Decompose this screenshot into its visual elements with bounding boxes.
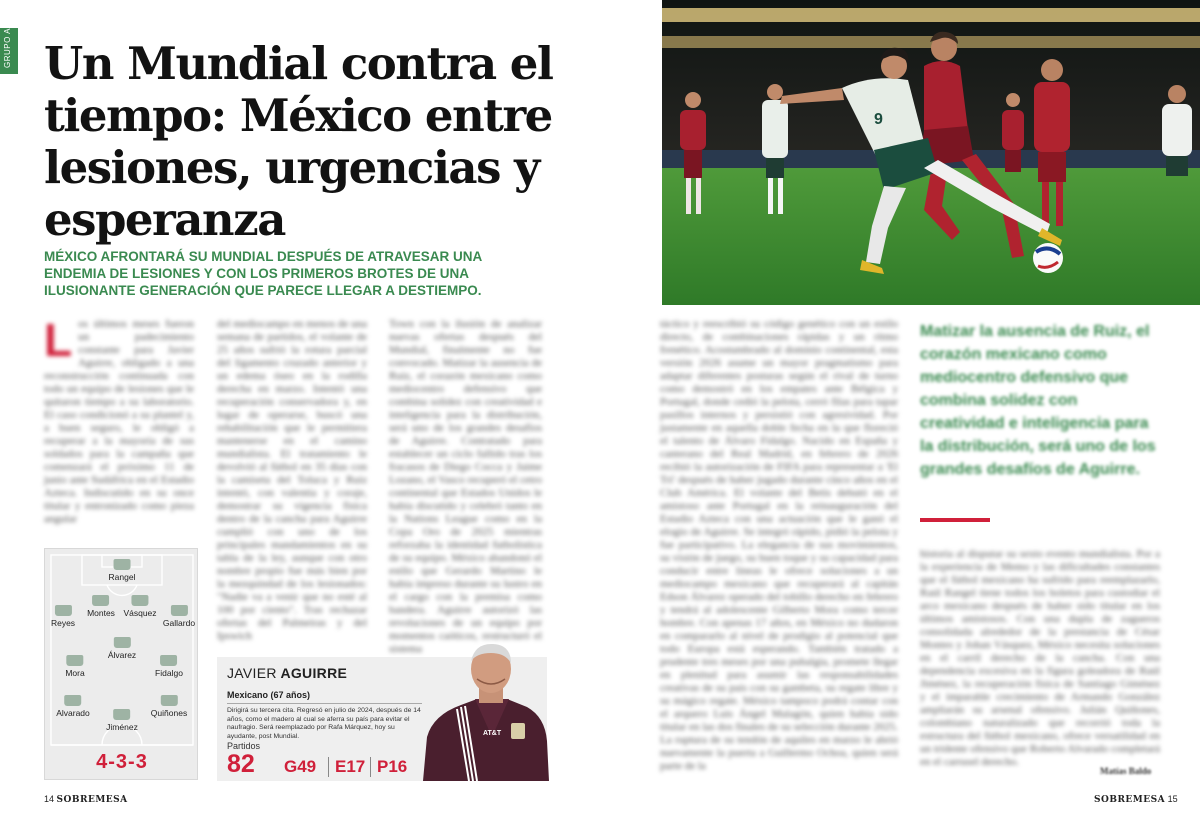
player-name: Reyes <box>50 618 76 628</box>
coach-first-name: JAVIER <box>227 665 277 681</box>
body-text: historia al disputar su sexto evento mundialista. Por a la experiencia de Memo y las dificultades constantes que el fútbol mexicano ha sufrido para reemplazarlo, Raúl Rangel tiene todos los boletos para custodiar el arco mexicano después de haber sido titular en los últimos amistosos. Con una dupla de zagueros consolidada alrededor de la prestancia de César Montes y Johan Vásquez, México necesita soluciones en el carril derecho de la cancha. Con una dependencia excesiva en la figura goleadora de Raúl Jiménez, la recuperación física de Santiago Giménez y el imparable crecimiento de Armando González ampliarán su arsenal ofensivo. Julián Quiñones, colombiano naturalizado que recorrió toda la estructura del fútbol mexicano, ofrece versatilidad en un tridente ofensivo que Roberto Alvarado completará en el carrusel derecho. <box>920 548 1160 768</box>
body-text: del mediocampo en menos de una semana de partidos, el volante de 25 años sufrió la rotura parcial del ligamento cruzado anterior y un edema óseo en la rodilla derecha en marzo. Intentó una recuperación conservadora y, en lugar de operarse, buscó una rehabilitación que le permitiera mantenerse en el camino mundialista. El tratamiento le devolvió al fútbol en 35 días con la camiseta del Toluca y Ruiz intentó, con valentía y coraje, demostrar su vigencia física dentro de la cancha para Aguirre cumplió con uno de los principales mandamientos en su tabla de la ley, aunque con otro nombre propio fue más bien por la mezquindad de los lesionados: "Nadie va a venir que no esté al 100 por ciento". Tras rechazar ofertas del Palmeiras y del Ipswich <box>217 318 367 642</box>
player-defender <box>87 595 115 618</box>
draws-stat: E17 <box>335 757 366 776</box>
player-goalkeeper <box>109 559 136 582</box>
player-midfielder <box>65 655 84 678</box>
shirt-icon <box>170 605 187 616</box>
matches-count: 82 <box>227 750 255 778</box>
player-name: Quiñones <box>150 708 188 718</box>
player-name: Fidalgo <box>155 668 183 678</box>
player-midfielder <box>155 655 183 678</box>
magazine-name: SOBREMESA <box>56 795 128 805</box>
player-name: Gallardo <box>162 618 196 628</box>
stat-divider <box>328 757 329 777</box>
soccer-ball <box>1033 243 1063 273</box>
body-column-3 <box>389 318 542 655</box>
shirt-icon <box>93 595 110 606</box>
jersey-sponsor: AT&T <box>483 730 502 737</box>
deck: MÉXICO AFRONTARÁ SU MUNDIAL DESPUÉS DE ATRAVESAR UNA ENDEMIA DE LESIONES Y CON LOS PRIMEROS BROTES DE UNA ILUSIONANTE GENERACIÓN QUE PARECE LLEGAR A DESTIEMPO. <box>44 249 482 298</box>
formation-label: 4-3-3 <box>96 751 148 773</box>
body-text: os últimos meses fueron un padecimiento constante para Javier Aguirre, obligado a una reconstrucción continuada con todo un equipo de lesiones que le quitaron tiempo a su laboratorio. El caso condicionó a su plantel y, a buen seguro, le obligó a recuperar a la mayoría de sus soldados para la campaña que comenzará el próximo 11 de junio ante Sudáfrica en el Estadio Azteca. Indiscutido en su once titular y entronizado como pieza angular <box>44 318 194 525</box>
matches-label: Partidos <box>227 741 261 751</box>
shirt-icon <box>55 605 72 616</box>
body-column-2 <box>217 318 367 640</box>
player-name: Jiménez <box>106 722 138 732</box>
coach-last-name: AGUIRRE <box>280 665 348 681</box>
player-forward <box>151 695 187 718</box>
shirt-icon <box>132 595 149 606</box>
player-midfielder <box>108 637 136 660</box>
folio-left <box>44 794 128 805</box>
player-name: Montes <box>87 608 115 618</box>
body-column-4 <box>660 318 898 772</box>
coach-card <box>217 657 547 781</box>
jersey-number: 9 <box>874 111 883 128</box>
folio-right <box>1094 794 1178 805</box>
section-tab <box>0 28 18 74</box>
coach-bio: Dirigirá su tercera cita. Regresó en julio de 2024, después de 14 años, como el madero al cual se aferra su país para evitar el naufragio. Será reemplazado por Rafa Márquez, hoy su ayudante, post Mundial. <box>227 707 421 740</box>
player-name: Alvarado <box>56 708 90 718</box>
shirt-icon <box>67 655 84 666</box>
coach-nationality: Mexicano (67 años) <box>227 690 311 700</box>
losses-stat: P16 <box>377 757 408 776</box>
section-tab-label: GRUPO A <box>3 28 12 68</box>
shirt-icon <box>65 695 82 706</box>
shirt-icon <box>114 559 131 570</box>
wins-stat: G49 <box>284 757 317 776</box>
coach-name <box>227 665 347 681</box>
lineup-pitch <box>44 548 198 780</box>
player-name: Rangel <box>108 572 136 582</box>
shirt-icon <box>114 709 131 720</box>
body-column-1 <box>44 314 194 526</box>
stat-divider <box>370 757 371 777</box>
magazine-name: SOBREMESA <box>1094 795 1166 805</box>
headline: Un Mundial contra el tiempo: México entre lesiones, urgencias y esperanza <box>44 37 553 246</box>
drop-cap: L <box>44 314 73 366</box>
divider <box>227 703 422 704</box>
body-text: Town con la ilusión de analizar nuevas ofertas después del Mundial, finalmente no fue convocado. Matizar la ausencia de Ruiz, el corazón mexicano como mediocentro defensivo que combina solidez con creatividad e inteligencia para la distribución, será uno de los grandes desafíos de Aguirre. Contratado para establecer un ciclo fallido tras los fracasos de Diego Cocca y Jaime Lozano, el Vasco recuperó el cetro continental que Estados Unidos le había discutido y celebró tanto en la Nations League como en la Copa Oro de 2025 mientras reforzaba la identidad futbolística de su equipo. México abandonó el estilo que Gerardo Martino le había impreso durante su lustro en el cargo con la premisa como bandera. Aguirre autorizó las revoluciones de un equipo por momentos caóticos, restructuró el sistema <box>389 318 542 655</box>
player-forward <box>106 709 138 732</box>
player-defender <box>51 605 75 628</box>
coach-photo <box>417 637 551 781</box>
author-signature: Matías Baldo <box>1100 766 1152 776</box>
shirt-icon <box>160 655 177 666</box>
page-number: 15 <box>1167 794 1178 804</box>
page-number: 14 <box>44 794 55 804</box>
player-name: Mora <box>65 668 85 678</box>
pull-quote-rule <box>920 518 990 522</box>
body-column-5 <box>920 548 1160 766</box>
hero-photo <box>662 0 1200 305</box>
pull-quote: Matizar la ausencia de Ruiz, el corazón mexicano como mediocentro defensivo que combina solidez con creatividad e inteligencia para la distribución, será uno de los grandes desafíos de Aguirre. <box>920 323 1156 478</box>
shirt-icon <box>160 695 177 706</box>
body-text: táctico y reescribió su código genético con un estilo directo, de combinaciones rápidas y un ritmo frenético. Acostumbrado al dominio continental, esta versión 2026 asume un mayor pragmatismo para adaptar diferentes posturas según el rival de turno como demostró en los empates ante Bélgica y Portugal, donde cedió la pelota, cerró filas para tapar pasillos internos y persistió con agresividad. Por justamente en aquella doble fecha en la que floreció el talento de Álvaro Fidalgo. Nacido en España y canterano del Real Madrid, en febrero de 2026 recibió la autorización de FIFA para representar a 'El Tri' después de haber jugado durante cinco años en el Club América. El volante del Betis debutó en el amistoso ante Portugal en la reinauguración del Estadio Azteca con una actuación que le ganó el elogio de Aguirre. Se integró rápido, pidió la pelota y fue participativo. La elegancia de sus movimientos, su visión de juego, su buen toque y su capacidad para conducir entre líneas le ofrece soluciones a un mediocampo mexicano que recuperará al capitán Edson Álvarez operado del tobillo derecho en febrero y tendrá al adolescente Gilberto Mora como tercer hombre. Con apenas 17 años, en México no dudaron en compararlo al nivel de prodigio al potencial que todo Europa está esperando. También tratado a prudente tres meses por una pubalgia, promete llegar en plenitud para asumir las responsabilidades creativas de su país con su gambeta, su regate libre y su mágico regate. México tampoco podrá contar con el arquero Luis Ángel Malagón, quien había sido titular en las dos finales de su selección durante 2025. La ruptura de su tendón de aquiles en marzo le abrió nuevamente la puerta a Guillermo Ochoa, quien será parte de la <box>660 318 898 772</box>
player-name: Vásquez <box>123 608 157 618</box>
player-name: Álvarez <box>107 650 137 660</box>
player-forward <box>56 695 90 718</box>
player-defender <box>163 605 195 628</box>
shirt-icon <box>114 637 131 648</box>
player-defender <box>123 595 156 618</box>
